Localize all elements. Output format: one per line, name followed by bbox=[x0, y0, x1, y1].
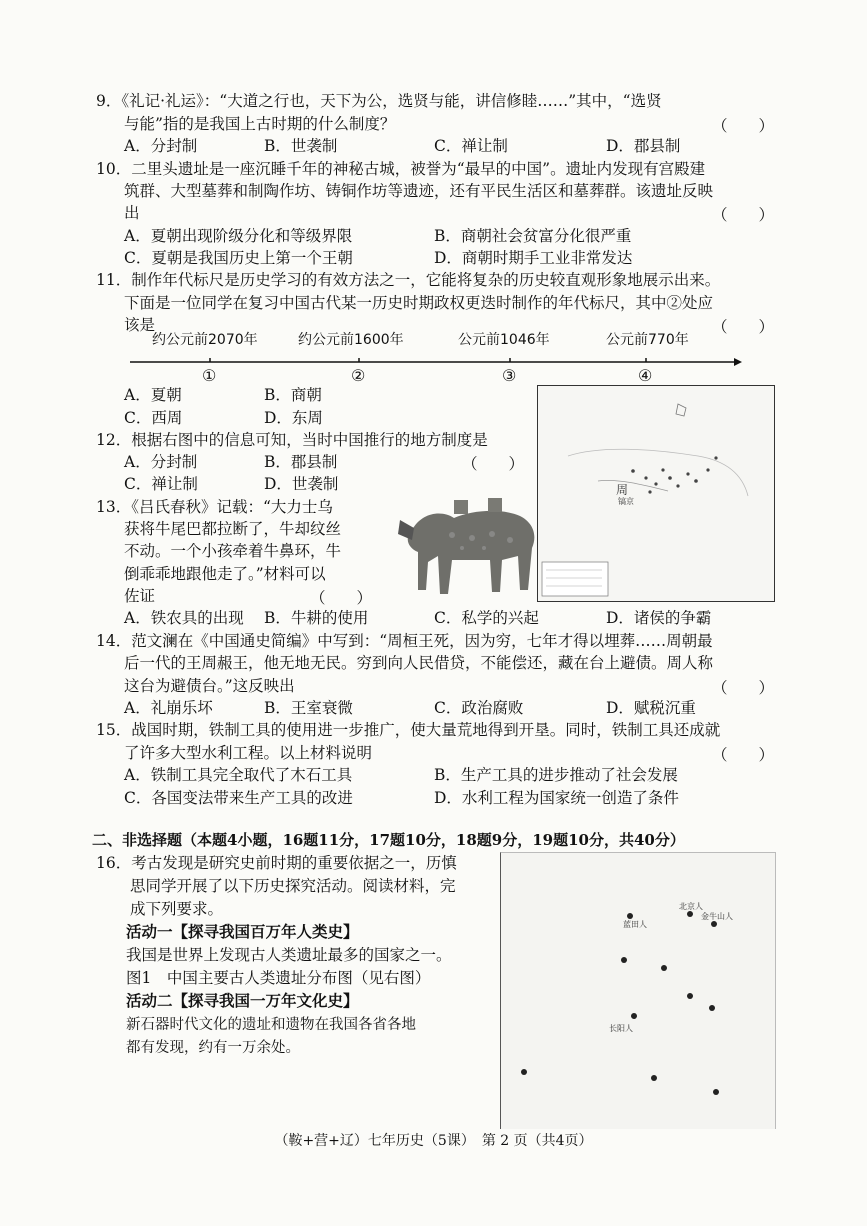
q12-option-c: C．禅让制 bbox=[124, 475, 198, 493]
timeline-label-3: 公元前1046年 bbox=[458, 332, 550, 348]
site-dot bbox=[631, 1013, 637, 1019]
site-dot bbox=[621, 957, 627, 963]
timeline-mark-1: ① bbox=[202, 366, 217, 385]
page-footer: （鞍+营+辽）七年历史（5课） 第 2 页（共4页） bbox=[274, 1133, 593, 1149]
q13-option-a: A．铁农具的出现 bbox=[124, 609, 244, 627]
map-label-lantian: 蓝田人 bbox=[623, 920, 647, 929]
q11-stem-line2: 下面是一位同学在复习中国古代某一历史时期政权更迭时制作的年代标尺，其中②处应 bbox=[124, 294, 714, 312]
activity-2-text-line2: 都有发现，约有一万余处。 bbox=[126, 1040, 300, 1056]
q10-stem-line1: 10．二里头遗址是一座沉睡千年的神秘古城，被誉为“最早的中国”。遗址内发现有宫殿建 bbox=[96, 160, 706, 178]
ancient-human-sites-map bbox=[500, 852, 776, 1129]
q14-option-b: B．王室衰微 bbox=[264, 699, 353, 717]
q9-stem-line2: 与能”指的是我国上古时期的什么制度？ bbox=[124, 115, 396, 133]
q9-option-d: D．郡县制 bbox=[606, 137, 681, 155]
q15-answer-paren: （ ） bbox=[712, 746, 775, 764]
timeline-mark-4: ④ bbox=[638, 366, 653, 385]
map-label-haojing: 镐京 bbox=[618, 497, 634, 506]
q11-option-d: D．东周 bbox=[264, 409, 323, 427]
q13-stem-line5: 佐证 bbox=[124, 587, 156, 605]
q10-stem-line3: 出 bbox=[124, 204, 140, 222]
q13-answer-paren: （ ） bbox=[310, 589, 373, 607]
figure-1-caption: 图1 中国主要古人类遗址分布图（见右图） bbox=[126, 969, 431, 987]
timeline-label-2: 约公元前1600年 bbox=[298, 332, 404, 348]
q14-stem-line2: 后一代的王周赧王，他无地无民。穷到向人民借贷，不能偿还，藏在台上避债。周人称 bbox=[124, 654, 714, 672]
section-heading: 二、非选择题（本题4小题，16题11分，17题10分，18题9分，19题10分，共40分） bbox=[92, 831, 685, 849]
map-outline bbox=[538, 386, 774, 601]
q12-answer-paren: （ ） bbox=[462, 455, 525, 473]
q13-stem-line3: 不动。一个小孩牵着牛鼻环，牛 bbox=[124, 542, 342, 560]
q15-option-c: C．各国变法带来生产工具的改进 bbox=[124, 789, 353, 807]
q9-option-a: A．分封制 bbox=[124, 137, 198, 155]
q14-stem-line1: 14．范文澜在《中国通史简编》中写到：“周桓王死，因为穷，七年才得以埋葬……周朝最 bbox=[96, 632, 713, 650]
q15-option-a: A．铁制工具完全取代了木石工具 bbox=[124, 766, 353, 784]
q14-option-a: A．礼崩乐坏 bbox=[124, 699, 213, 717]
q9-option-b: B．世袭制 bbox=[264, 137, 338, 155]
q14-option-d: D．赋税沉重 bbox=[606, 699, 696, 717]
timeline-mark-2: ② bbox=[351, 366, 366, 385]
timeline-mark-3: ③ bbox=[502, 366, 517, 385]
q11-option-c: C．西周 bbox=[124, 409, 183, 427]
q14-option-c: C．政治腐败 bbox=[434, 699, 524, 717]
q12-option-d: D．世袭制 bbox=[264, 475, 339, 493]
activity-2-title: 活动二【探寻我国一万年文化史】 bbox=[126, 991, 359, 1010]
map-label-jinniushan: 金牛山人 bbox=[701, 912, 733, 921]
western-zhou-map bbox=[537, 385, 775, 602]
q10-option-b: B．商朝社会贫富分化很严重 bbox=[434, 227, 632, 245]
q15-option-d: D．水利工程为国家统一创造了条件 bbox=[434, 789, 679, 807]
q11-option-a: A．夏朝 bbox=[124, 386, 182, 404]
q10-option-d: D．商朝时期手工业非常发达 bbox=[434, 249, 633, 267]
q13-stem-line1: 13．《吕氏春秋》记载：“大力士乌 bbox=[96, 498, 333, 516]
q15-stem-line2: 了许多大型水利工程。以上材料说明 bbox=[124, 744, 373, 762]
q10-stem-line2: 筑群、大型墓葬和制陶作坊、铸铜作坊等遗迹，还有平民生活区和墓葬群。该遗址反映 bbox=[124, 182, 714, 200]
q13-option-d: D．诸侯的争霸 bbox=[606, 609, 712, 627]
q13-option-c: C．私学的兴起 bbox=[434, 609, 539, 627]
bronze-ox-image bbox=[392, 490, 542, 605]
q15-stem-line1: 15．战国时期，铁制工具的使用进一步推广，使大量荒地得到开垦。同时，铁制工具还成就 bbox=[96, 721, 721, 739]
q13-stem-line2: 获将牛尾巴都拉断了，牛却纹丝 bbox=[124, 520, 342, 538]
q16-stem-line3: 成下列要求。 bbox=[130, 900, 224, 918]
q14-stem-line3: 这台为避债台。”这反映出 bbox=[124, 677, 295, 695]
q13-stem-line4: 倒乖乖地跟他走了。”材料可以 bbox=[124, 565, 326, 583]
activity-1-text: 我国是世界上发现古人类遗址最多的国家之一。 bbox=[126, 946, 452, 964]
q11-answer-paren: （ ） bbox=[712, 318, 775, 336]
site-dot bbox=[687, 993, 693, 999]
map-label-changyang: 长阳人 bbox=[609, 1024, 633, 1033]
q15-option-b: B．生产工具的进步推动了社会发展 bbox=[434, 766, 678, 784]
site-dot bbox=[713, 1089, 719, 1095]
q11-option-b: B．商朝 bbox=[264, 386, 322, 404]
site-dot bbox=[651, 1075, 657, 1081]
activity-2-text-line1: 新石器时代文化的遗址和遗物在我国各省各地 bbox=[126, 1017, 416, 1033]
q16-stem-line1: 16．考古发现是研究史前时期的重要依据之一，历慎 bbox=[96, 854, 457, 872]
site-dot bbox=[709, 1005, 715, 1011]
q10-answer-paren: （ ） bbox=[712, 206, 775, 224]
map-label-zhou: 周 bbox=[616, 483, 629, 497]
timeline-label-4: 公元前770年 bbox=[606, 332, 689, 348]
q14-answer-paren: （ ） bbox=[712, 679, 775, 697]
map-label-beijing: 北京人 bbox=[679, 902, 703, 911]
site-dot bbox=[521, 1069, 527, 1075]
site-dot bbox=[661, 965, 667, 971]
q12-option-b: B．郡县制 bbox=[264, 453, 338, 471]
q16-stem-line2: 思同学开展了以下历史探究活动。阅读材料，完 bbox=[130, 877, 456, 895]
q12-option-a: A．分封制 bbox=[124, 453, 198, 471]
timeline-label-1: 约公元前2070年 bbox=[152, 332, 258, 348]
q9-option-c: C．禅让制 bbox=[434, 137, 508, 155]
q12-stem-line1: 12．根据右图中的信息可知，当时中国推行的地方制度是 bbox=[96, 431, 488, 449]
q9-answer-paren: （ ） bbox=[712, 117, 775, 135]
q13-option-b: B．牛耕的使用 bbox=[264, 609, 369, 627]
q11-stem-line1: 11．制作年代标尺是历史学习的有效方法之一，它能将复杂的历史较直观形象地展示出来。 bbox=[96, 271, 721, 289]
q11-stem-line3: 该是 bbox=[124, 316, 156, 334]
q10-option-a: A．夏朝出现阶级分化和等级界限 bbox=[124, 227, 353, 245]
q9-stem-line1: 9．《礼记·礼运》：“大道之行也，天下为公，选贤与能，讲信修睦……”其中，“选贤 bbox=[96, 92, 662, 110]
q10-option-c: C．夏朝是我国历史上第一个王朝 bbox=[124, 249, 353, 267]
activity-1-title: 活动一【探寻我国百万年人类史】 bbox=[126, 922, 359, 941]
